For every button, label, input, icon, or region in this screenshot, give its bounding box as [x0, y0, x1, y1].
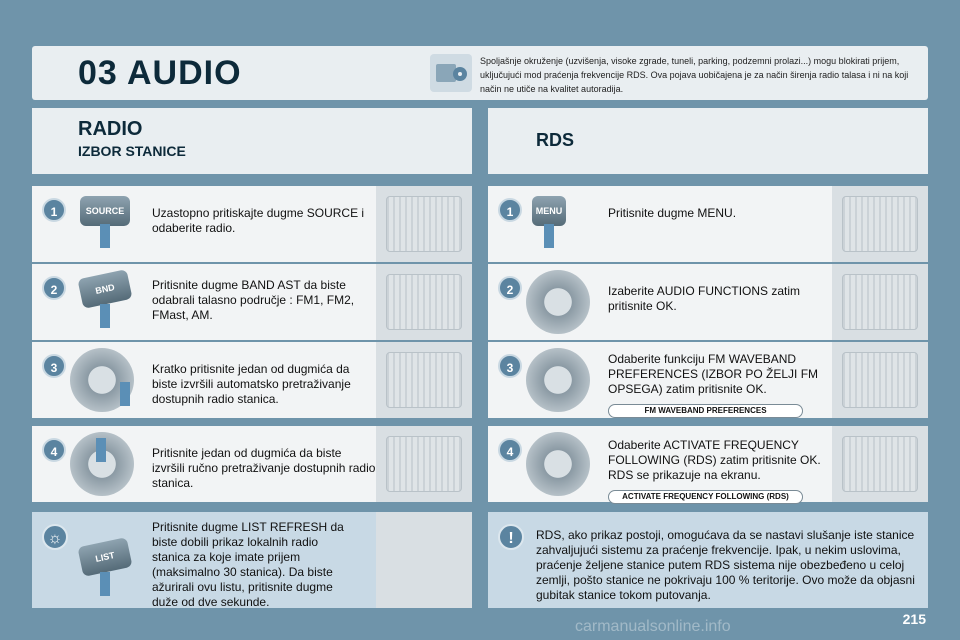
rds-step-3: [488, 342, 928, 418]
page-title: 03 AUDIO: [78, 54, 242, 92]
page-number: 215: [902, 611, 926, 627]
radio-step-4: [32, 426, 472, 502]
list-button-icon: LIST: [77, 537, 132, 577]
control-panel-icon: [376, 342, 472, 418]
direction-dial-icon: [526, 432, 590, 496]
control-panel-icon: [832, 342, 928, 418]
intro-text: Spoljašnje okruženje (uzvišenja, visoke zgrade, tuneli, parking, podzemni prolazi...) mogu blokirati prijem, uključujući mod praćenja frekvencije RDS. Ova pojava uobičajena je za način širenja radio talasa i ni na koji način ne utiče na kvalitet autoradija.: [480, 56, 909, 94]
tip-box: [32, 512, 472, 608]
control-panel-icon: [832, 264, 928, 340]
radio-step-1: [32, 186, 472, 262]
radio-subtitle: IZBOR STANICE: [78, 143, 186, 159]
press-arrow-icon: [120, 382, 130, 406]
page-header: [32, 46, 928, 100]
press-arrow-icon: [544, 224, 554, 248]
warning-text: RDS, ako prikaz postoji, omogućava da se nastavi slušanje iste stanice zahvaljujući sistemu za praćenje frekvencije. Ipak, u nekim uslovima, praćenje željene stanice putem RDS sistema nije obezbeđeno u celoj zemlji, pošto stanice ne pokrivaju 100 % teritorije. Ovo može da objasni gubitak stanice tokom putovanja.: [536, 528, 915, 602]
rds-step-1: [488, 186, 928, 262]
rds-step-4: [488, 426, 928, 502]
control-panel-icon: [376, 426, 472, 502]
control-panel-icon: [832, 426, 928, 502]
direction-dial-icon: [526, 270, 590, 334]
warning-icon: !: [498, 524, 524, 550]
step-text: Kratko pritisnite jedan od dugmića da biste izvršili automatsko pretraživanje dostupnih radio stanica.: [152, 362, 351, 406]
watermark: carmanualsonline.info: [575, 618, 731, 635]
audio-icon: [430, 54, 472, 92]
step-number-badge: 2: [498, 276, 522, 300]
step-text: Odaberite ACTIVATE FREQUENCY FOLLOWING (RDS) zatim pritisnite OK. RDS se prikazuje na ekranu.: [608, 438, 821, 482]
fm-waveband-label: FM WAVEBAND PREFERENCES: [608, 404, 803, 418]
control-panel-icon: [832, 186, 928, 262]
radio-unit-icon: [376, 186, 472, 262]
step-number-badge: 4: [498, 438, 522, 462]
radio-step-2: [32, 264, 472, 340]
rds-step-2: [488, 264, 928, 340]
press-arrow-icon: [100, 224, 110, 248]
step-number-badge: 3: [42, 354, 66, 378]
band-button-icon: BND: [77, 269, 132, 309]
step-text: Pritisnite jedan od dugmića da biste izvršili ručno pretraživanje dostupnih radio stanica.: [152, 446, 376, 490]
radio-section-header: [32, 108, 472, 174]
step-text: Pritisnite dugme MENU.: [608, 206, 737, 220]
radio-step-3: [32, 342, 472, 418]
source-button-icon: SOURCE: [80, 196, 130, 226]
menu-button-icon: MENU: [532, 196, 566, 226]
control-panel-icon: [376, 264, 472, 340]
step-text: Pritisnite dugme BAND AST da biste odabrali talasno područje : FM1, FM2, FMast, AM.: [152, 278, 355, 322]
warning-box: [488, 512, 928, 608]
rds-section-header: [488, 108, 928, 174]
control-panel-icon: [376, 512, 472, 608]
step-number-badge: 2: [42, 276, 66, 300]
step-number-badge: 1: [498, 198, 522, 222]
direction-dial-icon: [526, 348, 590, 412]
step-text: Izaberite AUDIO FUNCTIONS zatim pritisnite OK.: [608, 284, 801, 313]
step-number-badge: 3: [498, 354, 522, 378]
activate-frequency-label: ACTIVATE FREQUENCY FOLLOWING (RDS): [608, 490, 803, 504]
rds-title: RDS: [536, 130, 575, 150]
sun-icon: ☼: [42, 524, 68, 550]
press-arrow-icon: [100, 572, 110, 596]
step-text: Odaberite funkciju FM WAVEBAND PREFERENCES (IZBOR PO ŽELJI FM OPSEGA) zatim pritisnite OK.: [608, 352, 819, 396]
radio-title: RADIO: [78, 118, 143, 140]
step-number-badge: 4: [42, 438, 66, 462]
step-text: Uzastopno pritiskajte dugme SOURCE i odaberite radio.: [152, 206, 365, 235]
step-number-badge: 1: [42, 198, 66, 222]
press-arrow-icon: [100, 304, 110, 328]
tip-text: Pritisnite dugme LIST REFRESH da biste dobili prikaz lokalnih radio stanica za koje imate prijem (maksimalno 30 stanica). Da biste ažurirali ovu listu, pritisnite dugme duže od dve sekunde.: [152, 520, 344, 609]
press-arrow-icon: [96, 438, 106, 462]
